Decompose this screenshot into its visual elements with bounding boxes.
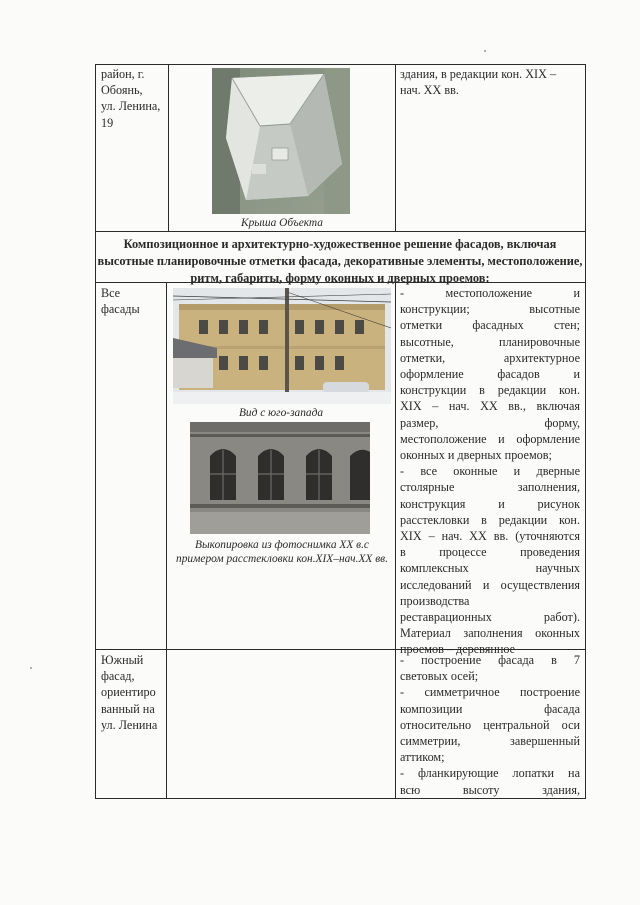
- description-line: - симметричное построение: [400, 685, 580, 700]
- description-line: в процессе проведения: [400, 545, 580, 560]
- section-header: Композиционное и архитектурно-художественное решение фасадов, включая высотные планировочные отметки фасада, декоративные элементы, местоположение, ритм, габариты, форму оконных и дверных проемов:: [97, 237, 583, 285]
- facade-photo: [173, 288, 391, 404]
- description-line: относительно центральной оси: [400, 717, 580, 732]
- scan-speck: [30, 667, 32, 669]
- description-line: размер, форму,: [400, 415, 580, 430]
- description-line: световых осей;: [400, 669, 479, 684]
- description-line: конструкция и рисунок: [400, 496, 580, 511]
- roof-photo: [212, 68, 350, 214]
- description-line: комплексных научных: [400, 561, 580, 576]
- table-border-right: [585, 64, 586, 799]
- description-line: конструкции; высотные: [400, 302, 580, 317]
- archive-photo-image: [190, 422, 370, 534]
- description-line: местоположение и оформление: [400, 431, 580, 446]
- description-line: расстекловки в редакции кон.: [400, 512, 580, 527]
- description-line: XIX – нач. XX вв., включая: [400, 399, 580, 414]
- description-line: симметрии, завершенный: [400, 734, 580, 749]
- description-line: отметки, архитектурное: [400, 350, 580, 365]
- description-line: композиции фасада: [400, 701, 580, 716]
- facade-photo-caption: Вид с юго-запада: [238, 407, 324, 419]
- column-divider-1-row1: [168, 64, 169, 232]
- description-line: оконных и дверных проемов;: [400, 448, 552, 463]
- scan-speck: [484, 50, 486, 52]
- row1-description: здания, в редакции кон. XIX – нач. XX вв.: [400, 67, 557, 98]
- description-line: высотные, планировочные: [400, 334, 580, 349]
- column-divider-2-row1: [395, 64, 396, 232]
- description-line: всю высоту здания,: [400, 782, 580, 797]
- archive-photo-caption: Выкопировка из фотоснимка XX в.с примером расстекловки кон.XIX–нач.XX вв.: [176, 539, 388, 565]
- description-line: - построение фасада в 7: [400, 653, 580, 667]
- description-line: конструкции в редакции кон.: [400, 383, 580, 398]
- description-line: - местоположение и: [400, 286, 580, 300]
- description-line: реставрационных работ).: [400, 610, 580, 625]
- south-facade-description: [400, 652, 580, 798]
- address-text: район, г. Обоянь, ул. Ленина, 19: [101, 67, 161, 130]
- south-facade-label: Южный фасад, ориентиро ванный на ул. Ленина: [101, 653, 158, 732]
- all-facades-description: [400, 285, 580, 658]
- column-divider-2-lower: [395, 282, 396, 799]
- table-border-bottom: [95, 798, 585, 799]
- column-divider-1-lower: [166, 282, 167, 799]
- description-line: оформление фасадов и: [400, 367, 580, 382]
- description-line: - все оконные и дверные: [400, 464, 580, 479]
- table-border-left: [95, 64, 96, 799]
- description-line: производства: [400, 593, 470, 608]
- description-line: исследований и осуществления: [400, 577, 580, 592]
- description-line: аттиком;: [400, 750, 445, 765]
- roof-photo-image: [212, 68, 350, 214]
- description-line: Материал заполнения оконных: [400, 626, 580, 641]
- description-line: отметки фасадных стен;: [400, 318, 580, 333]
- description-line: проемов – деревянное: [400, 642, 516, 657]
- all-facades-label: Все фасады: [101, 286, 140, 317]
- roof-photo-caption: Крыша Объекта: [241, 217, 323, 229]
- description-line: - фланкирующие лопатки на: [400, 766, 580, 781]
- facade-photo-image: [173, 288, 391, 404]
- description-line: столярные заполнения,: [400, 480, 580, 495]
- description-line: XIX – нач. XX вв. (уточняются: [400, 529, 580, 544]
- archive-photo: [190, 422, 370, 534]
